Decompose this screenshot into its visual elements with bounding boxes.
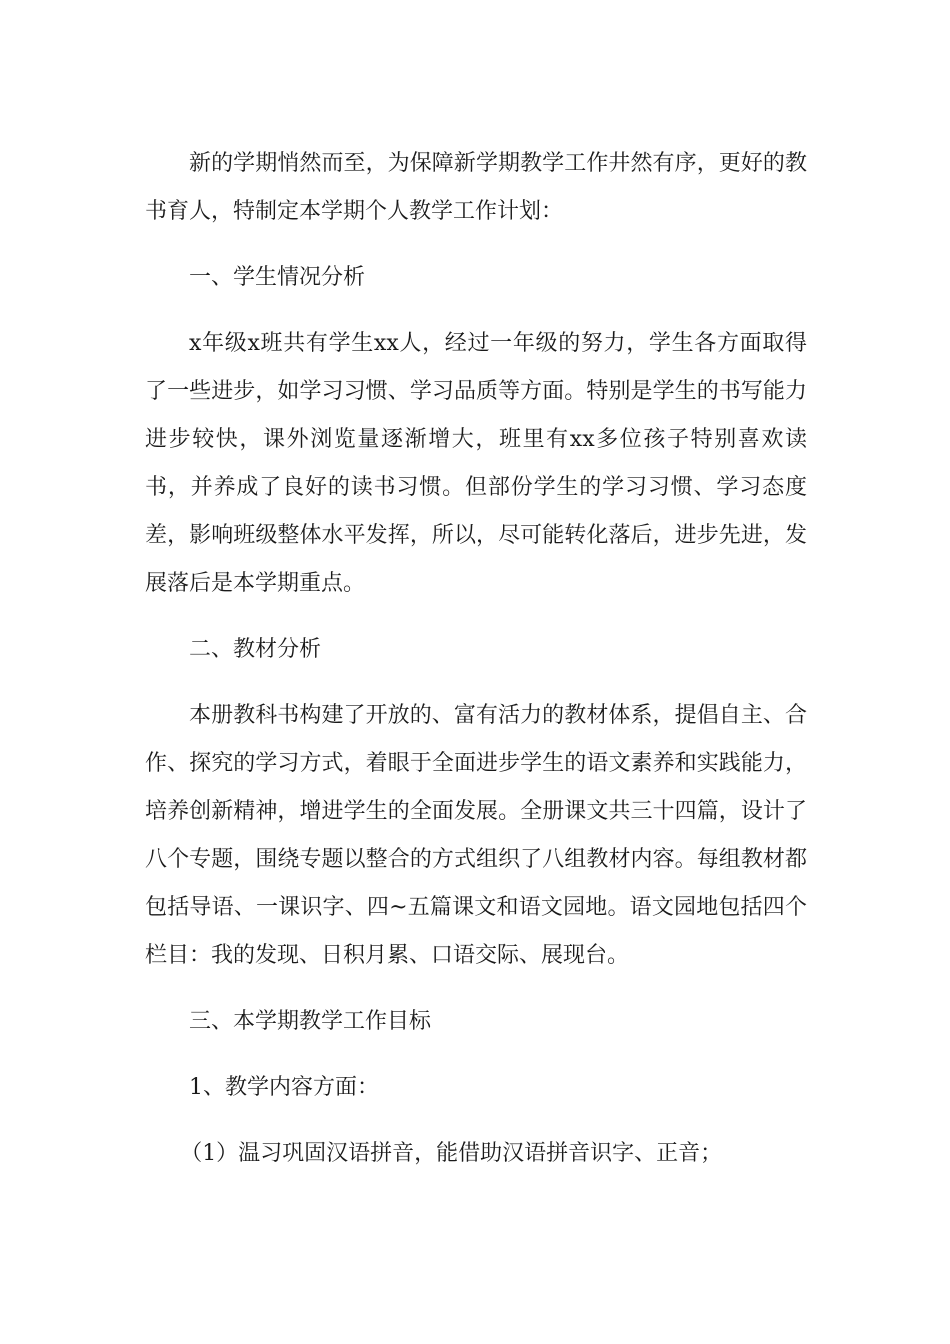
section-heading-teaching-goals: 三、本学期教学工作目标: [189, 1009, 432, 1034]
intro-paragraph: 新的学期悄然而至，为保障新学期教学工作井然有序，更好的教书育人，特制定本学期个人教学工作计划：: [145, 151, 807, 224]
list-item: （1）温习巩固汉语拼音，能借助汉语拼音识字、正音；: [180, 1141, 723, 1166]
document-body: [145, 140, 807, 1196]
section-heading-student-analysis: 一、学生情况分析: [189, 265, 366, 290]
textbook-analysis-paragraph: 本册教科书构建了开放的、富有活力的教材体系，提倡自主、合作、探究的学习方式，着眼于全面进步学生的语文素养和实践能力，培养创新精神，增进学生的全面发展。全册课文共三十四篇，设计了八个专题，围绕专题以整合的方式组织了八组教材内容。每组教材都包括导语、一课识字、四~五篇课文和语文园地。语文园地包括四个栏目：我的发现、日积月累、口语交际、展现台。: [145, 703, 807, 968]
section-heading-textbook-analysis: 二、教材分析: [189, 637, 322, 662]
student-analysis-paragraph: x年级x班共有学生xx人，经过一年级的努力，学生各方面取得了一些进步，如学习习惯、学习品质等方面。特别是学生的书写能力进步较快，课外浏览量逐渐增大，班里有xx多位孩子特别喜欢读书，并养成了良好的读书习惯。但部份学生的学习习惯、学习态度差，影响班级整体水平发挥，所以，尽可能转化落后，进步先进，发展落后是本学期重点。: [145, 331, 807, 596]
subsection-heading-teaching-content: 1、教学内容方面：: [189, 1075, 379, 1100]
